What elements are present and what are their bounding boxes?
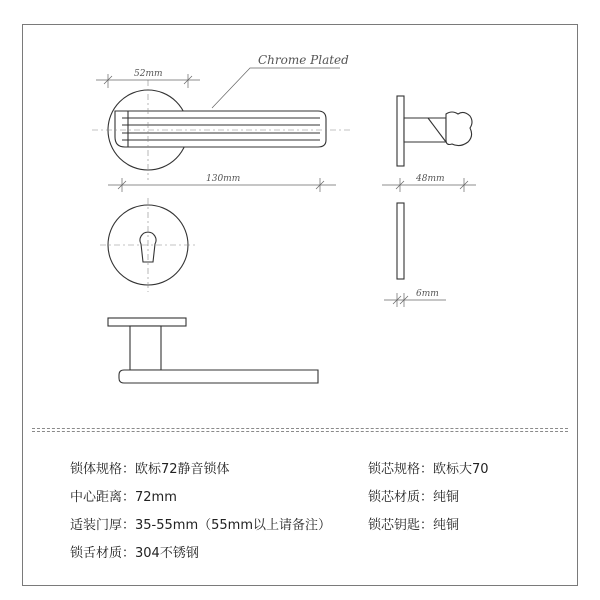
escutcheon-side	[397, 203, 404, 279]
spec-value: 欧标72静音锁体	[135, 462, 230, 477]
spec-door-thickness	[70, 514, 331, 533]
section-divider	[32, 431, 568, 432]
spec-value: 72mm	[135, 490, 177, 505]
top-view-lever	[108, 318, 318, 383]
top-lever-bar	[119, 370, 318, 383]
top-neck	[130, 326, 161, 370]
spec-cylinder-material	[368, 486, 459, 505]
spec-label: 锁体规格：	[70, 462, 136, 477]
spec-label: 锁舌材质：	[70, 546, 136, 561]
spec-latch-material	[70, 542, 199, 561]
spec-lock-body	[70, 458, 230, 477]
top-rose-plate	[108, 318, 186, 326]
spec-value: 35-55mm（55mm以上请备注）	[135, 518, 331, 533]
rose-thickness-label: 6mm	[416, 289, 439, 299]
spec-backset	[70, 486, 177, 505]
spec-key-material	[368, 514, 459, 533]
projection-label: 48mm	[416, 174, 445, 184]
spec-label: 锁芯材质：	[368, 490, 434, 505]
side-grip	[446, 112, 472, 146]
spec-label: 锁芯钥匙：	[368, 518, 434, 533]
side-view-lever	[397, 96, 472, 166]
lever-body	[115, 111, 326, 147]
spec-value: 纯铜	[433, 490, 460, 505]
spec-label: 中心距离：	[70, 490, 136, 505]
side-rose-plate	[397, 96, 404, 166]
lever-length-label: 130mm	[206, 174, 241, 184]
callout-leader	[212, 68, 340, 108]
rose-diameter-label: 52mm	[134, 69, 163, 79]
spec-label: 适装门厚：	[70, 518, 136, 533]
spec-cylinder-type	[368, 458, 489, 477]
chrome-plated-callout: Chrome Plated	[258, 53, 349, 67]
side-neck	[404, 118, 446, 142]
spec-label: 锁芯规格：	[368, 462, 434, 477]
spec-value: 304不锈钢	[135, 546, 199, 561]
section-divider	[32, 428, 568, 429]
spec-value: 纯铜	[433, 518, 460, 533]
spec-value: 欧标大70	[433, 462, 489, 477]
